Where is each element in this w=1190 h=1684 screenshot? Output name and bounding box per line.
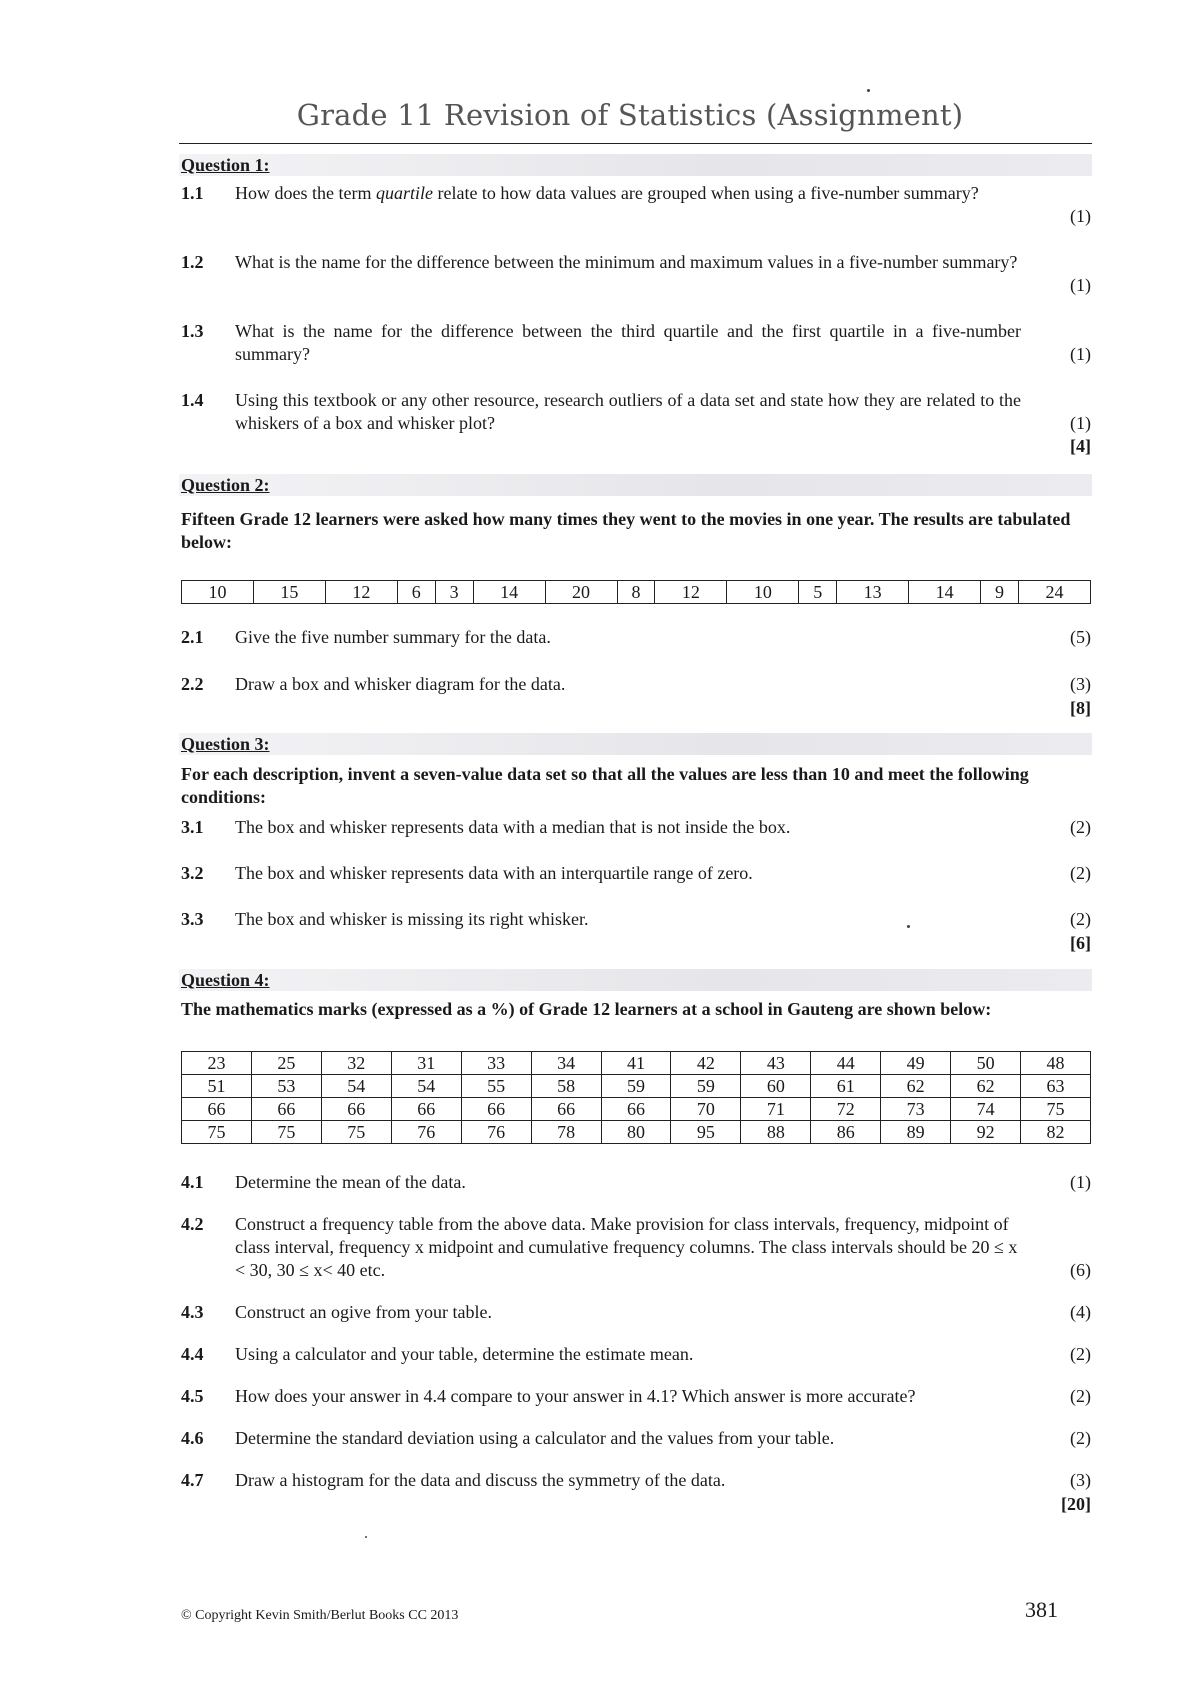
table-cell: 49: [881, 1052, 951, 1075]
item-number: 4.6: [181, 1428, 204, 1448]
item-marks: (1): [1070, 206, 1091, 226]
copyright-footer: © Copyright Kevin Smith/Berlut Books CC 2013: [181, 1608, 459, 1623]
item-text: Using a calculator and your table, determine the estimate mean.: [235, 1344, 694, 1364]
table-row: [182, 1098, 1091, 1121]
item-number: 4.5: [181, 1386, 204, 1406]
table-cell: 55: [461, 1075, 531, 1098]
table-cell: 66: [601, 1098, 671, 1121]
table-cell: 66: [391, 1098, 461, 1121]
item-text: What is the name for the difference between the minimum and maximum values in a five-number summary?: [235, 252, 1018, 272]
question-3-heading-bar: [179, 733, 1092, 755]
item-text: Determine the standard deviation using a calculator and the values from your table.: [235, 1428, 835, 1448]
question-1-total: [4]: [1070, 436, 1091, 456]
movies-data-table: [181, 580, 1091, 604]
item-text: How does the term quartile relate to how data values are grouped when using a five-number summary?: [235, 183, 979, 203]
table-cell: 71: [741, 1098, 811, 1121]
table-cell: 9: [981, 581, 1019, 604]
table-cell: 25: [251, 1052, 321, 1075]
question-4-heading-bar: [179, 969, 1092, 991]
table-cell: 24: [1018, 581, 1090, 604]
question-3-3: [181, 908, 1091, 954]
table-cell: 34: [531, 1052, 601, 1075]
question-1-4: [181, 389, 1091, 459]
title-underline: [179, 143, 1092, 144]
item-text: Determine the mean of the data.: [235, 1172, 466, 1192]
item-number: 4.3: [181, 1302, 204, 1322]
table-cell: 59: [601, 1075, 671, 1098]
item-marks: (6): [1070, 1260, 1091, 1280]
table-cell: 8: [617, 581, 655, 604]
item-marks: (2): [1070, 1344, 1091, 1364]
scan-speck: [365, 1536, 367, 1538]
table-cell: 6: [397, 581, 435, 604]
table-cell: 10: [727, 581, 799, 604]
question-4-total: [20]: [1061, 1494, 1091, 1514]
item-marks: (1): [1070, 275, 1091, 295]
table-row: [182, 1121, 1091, 1144]
marks-data-table: [181, 1051, 1091, 1144]
table-cell: 14: [473, 581, 545, 604]
question-3-2: [181, 862, 1091, 885]
table-cell: 43: [741, 1052, 811, 1075]
question-1-heading-bar: [179, 154, 1092, 176]
table-cell: 44: [811, 1052, 881, 1075]
question-4-7: [181, 1469, 1091, 1515]
table-cell: 80: [601, 1121, 671, 1144]
table-cell: 12: [325, 581, 397, 604]
table-cell: 58: [531, 1075, 601, 1098]
table-cell: 75: [1021, 1098, 1091, 1121]
table-cell: 33: [461, 1052, 531, 1075]
item-marks: (2): [1070, 817, 1091, 837]
item-marks: (1): [1070, 413, 1091, 433]
item-marks: (2): [1070, 863, 1091, 883]
item-number: 1.4: [181, 390, 204, 410]
question-4-2: [181, 1213, 1091, 1282]
table-cell: 62: [881, 1075, 951, 1098]
question-4-3: [181, 1301, 1091, 1324]
item-number: 3.3: [181, 909, 204, 929]
item-number: 2.2: [181, 674, 204, 694]
table-cell: 63: [1021, 1075, 1091, 1098]
table-cell: 73: [881, 1098, 951, 1121]
table-cell: 75: [182, 1121, 252, 1144]
table-row: [182, 1052, 1091, 1075]
table-cell: 20: [545, 581, 617, 604]
table-cell: 14: [909, 581, 981, 604]
table-cell: 76: [461, 1121, 531, 1144]
table-cell: 62: [951, 1075, 1021, 1098]
table-cell: 42: [671, 1052, 741, 1075]
item-number: 1.2: [181, 252, 204, 272]
table-cell: 66: [321, 1098, 391, 1121]
item-number: 4.1: [181, 1172, 204, 1192]
table-cell: 78: [531, 1121, 601, 1144]
table-cell: 74: [951, 1098, 1021, 1121]
item-number: 4.2: [181, 1214, 204, 1234]
item-marks: (1): [1070, 1172, 1091, 1192]
item-number: 3.1: [181, 817, 204, 837]
question-4-4: [181, 1343, 1091, 1366]
table-cell: 95: [671, 1121, 741, 1144]
question-4-5: [181, 1385, 1091, 1408]
question-2-heading-bar: [179, 474, 1092, 496]
question-3-heading: Question 3:: [181, 734, 270, 754]
item-number: 1.1: [181, 183, 204, 203]
item-marks: (2): [1070, 1386, 1091, 1406]
table-cell: 13: [837, 581, 909, 604]
table-cell: 3: [435, 581, 473, 604]
table-cell: 82: [1021, 1121, 1091, 1144]
table-cell: 32: [321, 1052, 391, 1075]
table-cell: 72: [811, 1098, 881, 1121]
table-cell: 10: [182, 581, 254, 604]
table-cell: 53: [251, 1075, 321, 1098]
item-marks: (3): [1070, 674, 1091, 694]
question-1-3: [181, 320, 1091, 366]
question-2-total: [8]: [1070, 698, 1091, 718]
table-cell: 51: [182, 1075, 252, 1098]
table-cell: 66: [531, 1098, 601, 1121]
item-marks: (4): [1070, 1302, 1091, 1322]
item-text: Construct an ogive from your table.: [235, 1302, 492, 1322]
item-text: The box and whisker represents data with an interquartile range of zero.: [235, 863, 753, 883]
question-1-heading: Question 1:: [181, 155, 270, 175]
item-text: The box and whisker represents data with a median that is not inside the box.: [235, 817, 791, 837]
table-cell: 66: [182, 1098, 252, 1121]
table-cell: 50: [951, 1052, 1021, 1075]
question-4-1: [181, 1171, 1091, 1194]
table-cell: 23: [182, 1052, 252, 1075]
table-cell: 54: [321, 1075, 391, 1098]
table-cell: 92: [951, 1121, 1021, 1144]
item-number: 1.3: [181, 321, 204, 341]
item-text: Give the five number summary for the data.: [235, 627, 551, 647]
table-cell: 66: [461, 1098, 531, 1121]
item-marks: (5): [1070, 627, 1091, 647]
table-cell: 41: [601, 1052, 671, 1075]
table-cell: 48: [1021, 1052, 1091, 1075]
table-cell: 60: [741, 1075, 811, 1098]
table-cell: 75: [251, 1121, 321, 1144]
question-2-heading: Question 2:: [181, 475, 270, 495]
item-text: Using this textbook or any other resource, research outliers of a data set and state how they are related to the whiskers of a box and whisker plot?: [235, 390, 1021, 433]
question-1-2: [181, 251, 1091, 297]
question-2-2: [181, 673, 1091, 719]
table-cell: 59: [671, 1075, 741, 1098]
item-text: What is the name for the difference between the third quartile and the first quartile in a five-number summary?: [235, 321, 1021, 364]
table-cell: 15: [253, 581, 325, 604]
page-number: 381: [1025, 1597, 1058, 1622]
question-4-heading: Question 4:: [181, 970, 270, 990]
table-cell: 89: [881, 1121, 951, 1144]
table-cell: 12: [655, 581, 727, 604]
item-text: Draw a box and whisker diagram for the data.: [235, 674, 566, 694]
table-cell: 31: [391, 1052, 461, 1075]
item-text: How does your answer in 4.4 compare to your answer in 4.1? Which answer is more accurate?: [235, 1386, 916, 1406]
question-1-1: [181, 182, 1091, 228]
table-cell: 88: [741, 1121, 811, 1144]
item-marks: (1): [1070, 344, 1091, 364]
item-number: 4.4: [181, 1344, 204, 1364]
question-2-intro: Fifteen Grade 12 learners were asked how many times they went to the movies in one year. The results are tabulated below:: [181, 509, 1071, 552]
page-title: Grade 11 Revision of Statistics (Assignment): [296, 98, 964, 132]
table-cell: 86: [811, 1121, 881, 1144]
item-marks: (2): [1070, 1428, 1091, 1448]
table-cell: 5: [799, 581, 837, 604]
question-3-1: [181, 816, 1091, 839]
question-3-total: [6]: [1070, 933, 1091, 953]
item-text: Construct a frequency table from the above data. Make provision for class intervals, frequency, midpoint of class interval, frequency x midpoint and cumulative frequency columns. The class intervals should be 20 ≤ x < 30, 30 ≤ x< 40 etc.: [235, 1214, 1018, 1280]
item-marks: (3): [1070, 1470, 1091, 1490]
question-4-intro: The mathematics marks (expressed as a %) of Grade 12 learners at a school in Gauteng are shown below:: [181, 999, 992, 1019]
table-cell: 61: [811, 1075, 881, 1098]
table-row: [182, 1075, 1091, 1098]
table-cell: 54: [391, 1075, 461, 1098]
table-cell: 66: [251, 1098, 321, 1121]
question-3-intro: For each description, invent a seven-value data set so that all the values are less than 10 and meet the following conditions:: [181, 764, 1029, 807]
item-number: 2.1: [181, 627, 204, 647]
table-cell: 75: [321, 1121, 391, 1144]
item-marks: (2): [1070, 909, 1091, 929]
question-4-6: [181, 1427, 1091, 1450]
question-2-1: [181, 626, 1091, 649]
scan-speck: [867, 89, 870, 92]
item-text: Draw a histogram for the data and discuss the symmetry of the data.: [235, 1470, 726, 1490]
table-cell: 76: [391, 1121, 461, 1144]
item-number: 4.7: [181, 1470, 204, 1490]
table-cell: 70: [671, 1098, 741, 1121]
item-text: The box and whisker is missing its right whisker.: [235, 909, 589, 929]
item-number: 3.2: [181, 863, 204, 883]
table-row: [182, 581, 1091, 604]
